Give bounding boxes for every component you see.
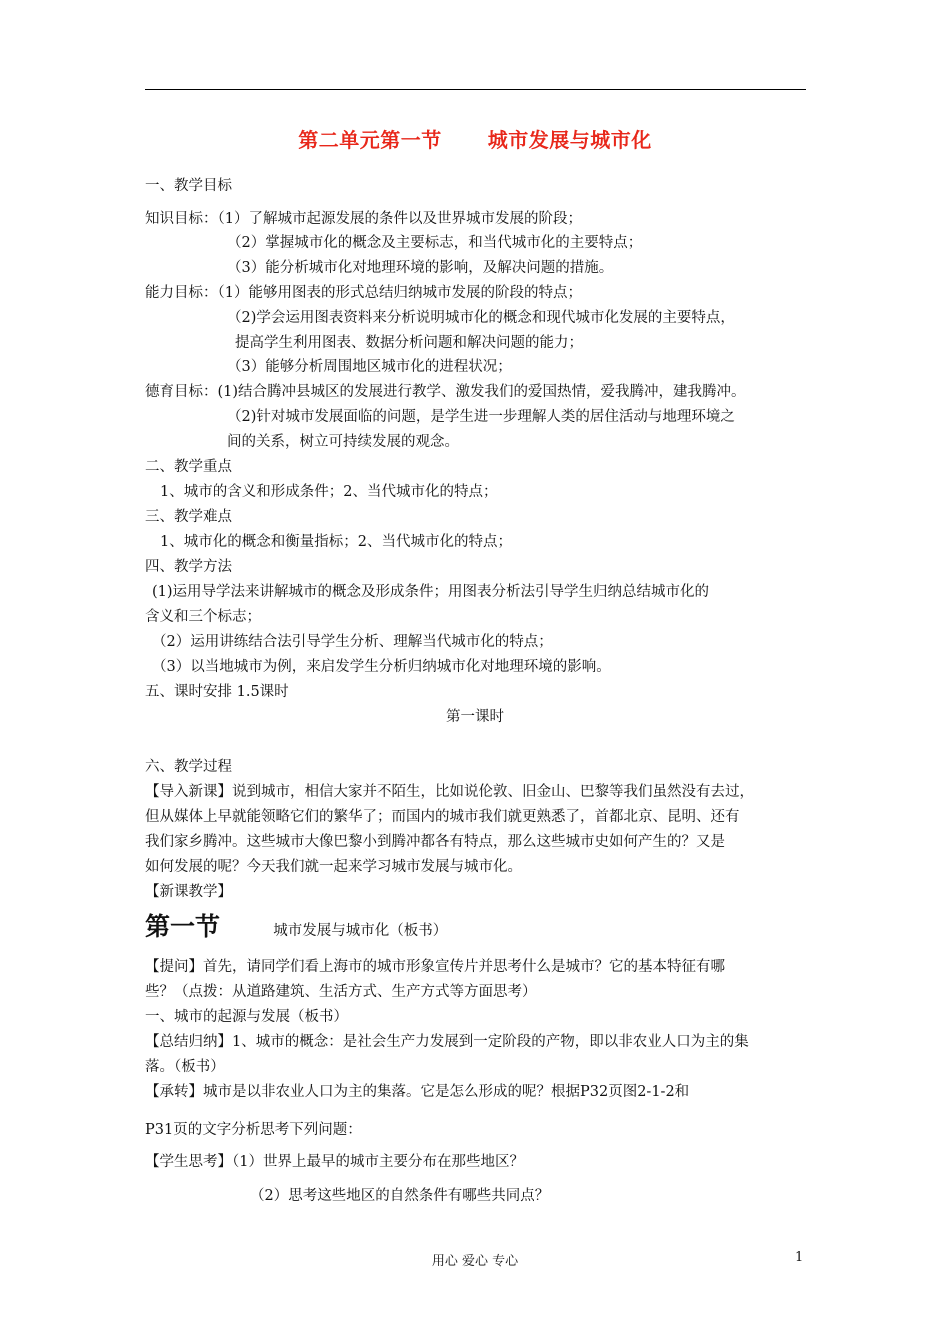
text-line: 1、城市化的概念和衡量指标；2、当代城市化的特点； xyxy=(160,534,512,550)
section-heading xyxy=(145,912,447,946)
text-line: （2）掌握城市化的概念及主要标志，和当代城市化的主要特点； xyxy=(227,235,643,251)
text-line: 能力目标：（1）能够用图表的形式总结归纳城市发展的阶段的特点； xyxy=(145,285,582,301)
text-line: 【承转】城市是以非农业人口为主的集落。它是怎么形成的呢？根据P32页图2-1-2和 xyxy=(145,1084,690,1100)
text-line: 德育目标：(1)结合腾冲县城区的发展进行教学、激发我们的爱国热情，爱我腾冲，建我腾冲。 xyxy=(145,384,746,400)
text-line: 【新课教学】 xyxy=(145,884,232,900)
text-line: 五、课时安排 1.5课时 xyxy=(145,684,289,700)
text-line: （3）能够分析周围地区城市化的进程状况； xyxy=(227,359,512,375)
document-title xyxy=(0,124,950,153)
text-line: 如何发展的呢？今天我们就一起来学习城市发展与城市化。 xyxy=(145,859,522,875)
text-line: 【导入新课】说到城市，相信大家并不陌生，比如说伦敦、旧金山、巴黎等我们虽然没有去过， xyxy=(145,784,754,800)
text-line: 1、城市的含义和形成条件；2、当代城市化的特点； xyxy=(160,484,498,500)
page-number: 1 xyxy=(795,1250,804,1265)
text-line: 三、教学难点 xyxy=(145,509,232,525)
text-line: 我们家乡腾冲。这些城市大像巴黎小到腾冲都各有特点，那么这些城市史如何产生的？又是 xyxy=(145,834,725,850)
text-line: 【学生思考】（1）世界上最早的城市主要分布在那些地区？ xyxy=(145,1154,524,1170)
text-line: 【提问】首先，请同学们看上海市的城市形象宣传片并思考什么是城市？它的基本特征有哪 xyxy=(145,959,725,975)
text-line: 四、教学方法 xyxy=(145,559,232,575)
text-line: 【总结归纳】1、城市的概念：是社会生产力发展到一定阶段的产物，即以非农业人口为主的集 xyxy=(145,1034,749,1050)
text-line: 二、教学重点 xyxy=(145,459,232,475)
text-line: 知识目标：（1）了解城市起源发展的条件以及世界城市发展的阶段； xyxy=(145,211,582,227)
header-rule xyxy=(145,89,806,90)
text-line: 一、城市的起源与发展（板书） xyxy=(145,1009,348,1025)
title-part2: 城市发展与城市化 xyxy=(487,128,652,152)
text-line: （2)学会运用图表资料来分析说明城市化的概念和现代城市化发展的主要特点， xyxy=(227,310,735,326)
text-line: (1)运用导学法来讲解城市的概念及形成条件；用图表分析法引导学生归纳总结城市化的 xyxy=(152,584,710,600)
text-line: （2）运用讲练结合法引导学生分析、理解当代城市化的特点； xyxy=(152,634,553,650)
text-line: （2）思考这些地区的自然条件有哪些共同点？ xyxy=(250,1188,550,1204)
text-line: P31页的文字分析思考下列问题： xyxy=(145,1122,362,1138)
period-heading: 第一课时 xyxy=(446,709,504,725)
text-line: （2)针对城市发展面临的问题，是学生进一步理解人类的居住活动与地理环境之 xyxy=(227,409,735,425)
text-line: 含义和三个标志； xyxy=(145,609,261,625)
text-line: （3）能分析城市化对地理环境的影响，及解决问题的措施。 xyxy=(227,260,614,276)
text-line: （3）以当地城市为例，来启发学生分析归纳城市化对地理环境的影响。 xyxy=(152,659,611,675)
text-line: 提高学生利用图表、数据分析问题和解决问题的能力； xyxy=(235,335,583,351)
text-line: 落。（板书） xyxy=(145,1059,225,1075)
title-part1: 第二单元第一节 xyxy=(298,128,442,152)
footer-text: 用心 爱心 专心 xyxy=(431,1254,519,1269)
text-line: 间的关系，树立可持续发展的观念。 xyxy=(227,434,459,450)
text-line: 些？（点拨：从道路建筑、生活方式、生产方式等方面思考） xyxy=(145,984,537,1000)
text-line: 但从媒体上早就能领略它们的繁华了；而国内的城市我们就更熟悉了，首都北京、昆明、还有 xyxy=(145,809,740,825)
section-heading-rest: 城市发展与城市化（板书） xyxy=(273,923,448,939)
section-heading-big: 第一节 xyxy=(145,912,221,941)
text-line: 六、教学过程 xyxy=(145,759,232,775)
text-line: 一、教学目标 xyxy=(145,178,232,194)
